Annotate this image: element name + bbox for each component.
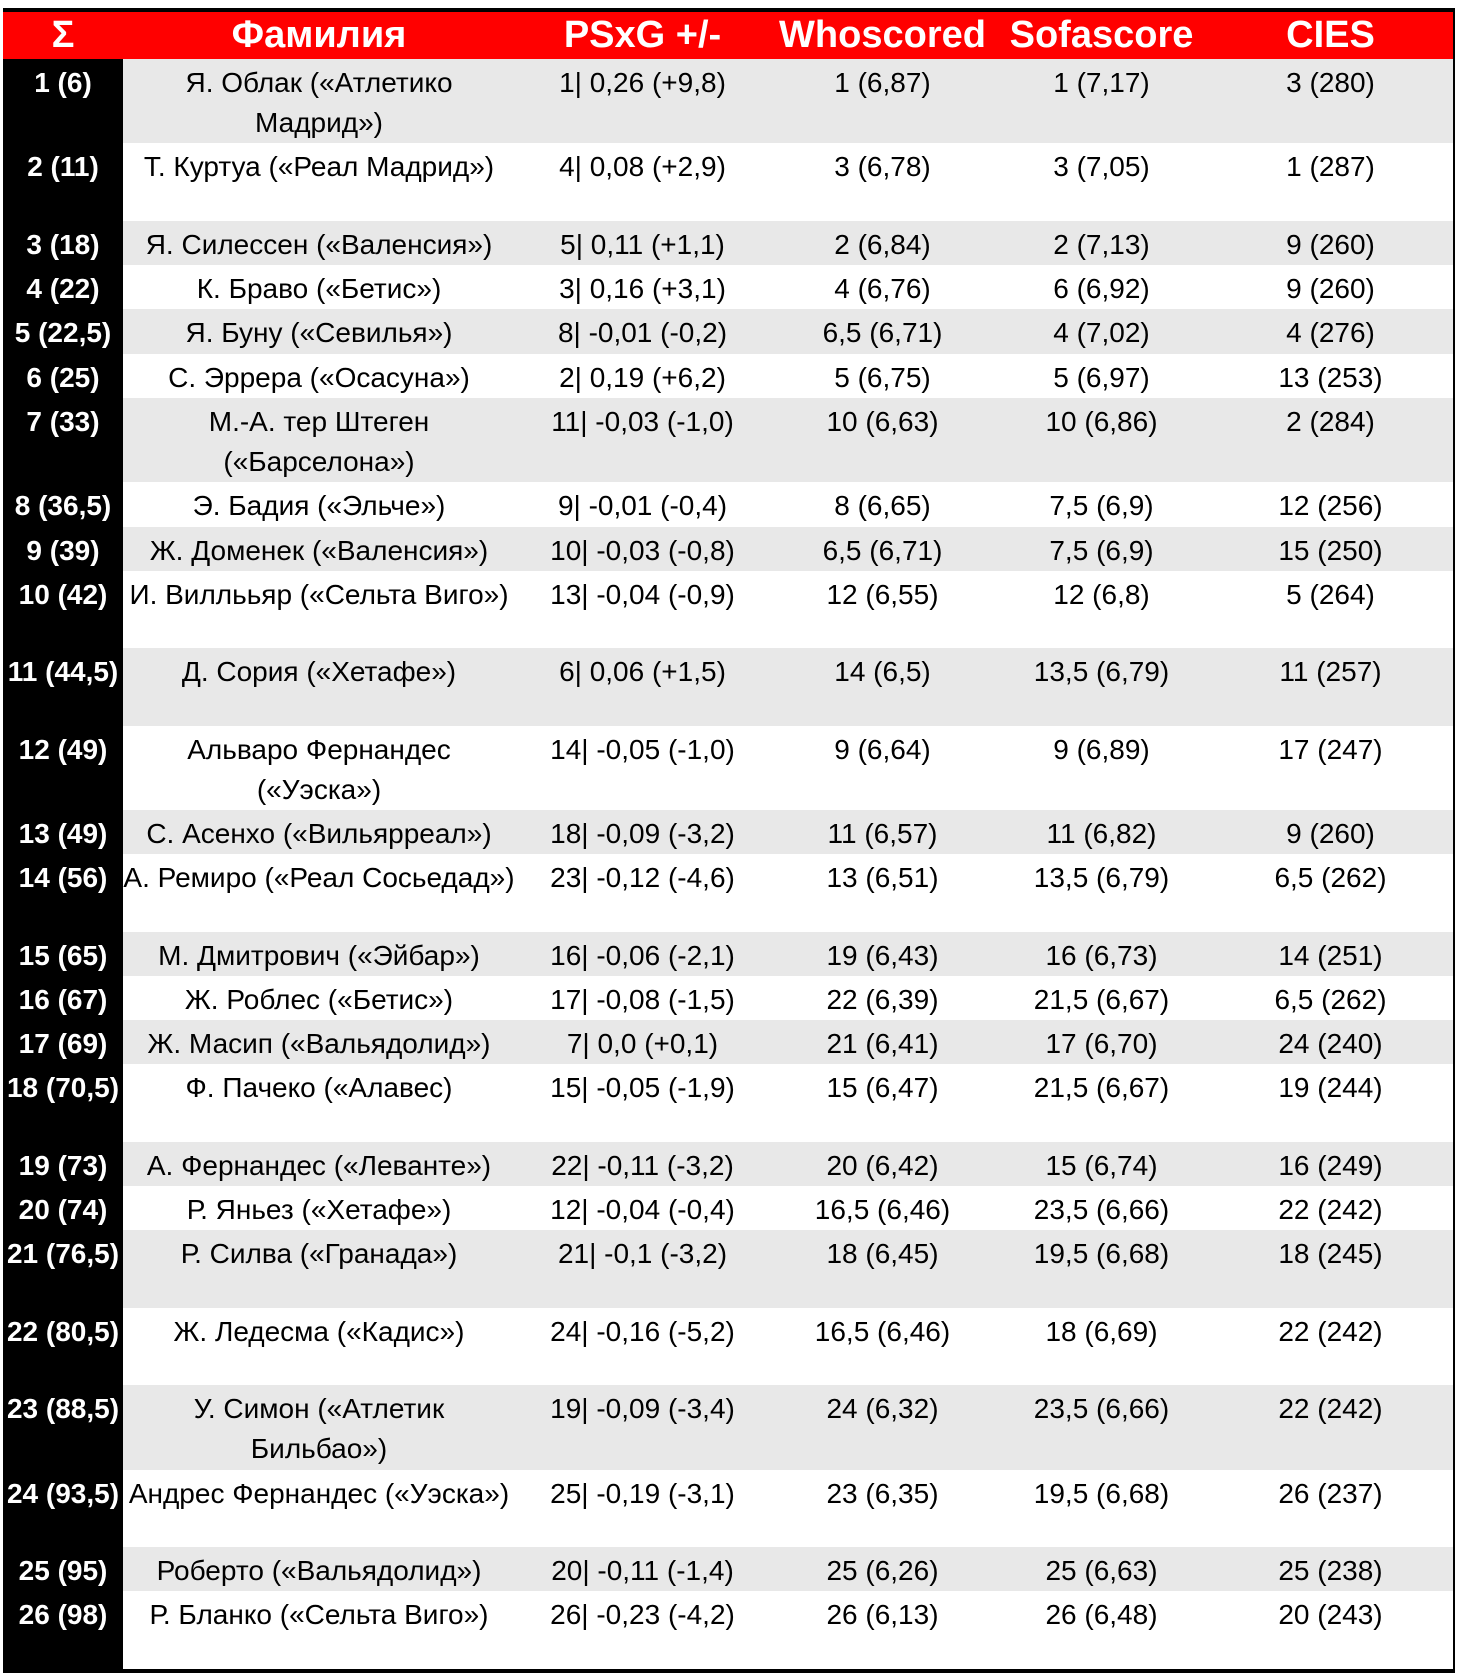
- cell-sofascore: 9 (6,89): [995, 726, 1208, 810]
- header-sofascore: Sofascore: [995, 12, 1208, 59]
- cell-sofascore: 2 (7,13): [995, 221, 1208, 265]
- table-row: [3, 1064, 1453, 1141]
- table-row: [3, 354, 1453, 398]
- table-row: [3, 398, 1453, 482]
- cell-name: И. Виллььяр («Сельта Виго»): [123, 571, 515, 648]
- cell-rank: 9 (39): [3, 527, 123, 571]
- table-row: [3, 1470, 1453, 1547]
- cell-psxg: 3| 0,16 (+3,1): [515, 265, 770, 309]
- cell-sofascore: 5 (6,97): [995, 354, 1208, 398]
- cell-whoscored: 1 (6,87): [770, 59, 995, 143]
- cell-sofascore: 23,5 (6,66): [995, 1186, 1208, 1230]
- cell-whoscored: 2 (6,84): [770, 221, 995, 265]
- cell-rank: 5 (22,5): [3, 309, 123, 353]
- header-name: Фамилия: [123, 12, 515, 59]
- cell-cies: 22 (242): [1208, 1186, 1453, 1230]
- table-row: [3, 932, 1453, 976]
- cell-whoscored: 15 (6,47): [770, 1064, 995, 1141]
- table-row: [3, 1308, 1453, 1385]
- cell-psxg: 4| 0,08 (+2,9): [515, 143, 770, 220]
- cell-name: Д. Сория («Хетафе»): [123, 648, 515, 725]
- cell-psxg: 11| -0,03 (-1,0): [515, 398, 770, 482]
- cell-whoscored: 8 (6,65): [770, 482, 995, 526]
- cell-whoscored: 14 (6,5): [770, 648, 995, 725]
- cell-whoscored: 13 (6,51): [770, 854, 995, 931]
- cell-psxg: 23| -0,12 (-4,6): [515, 854, 770, 931]
- cell-rank: 4 (22): [3, 265, 123, 309]
- cell-cies: 12 (256): [1208, 482, 1453, 526]
- cell-name: Э. Бадия («Эльче»): [123, 482, 515, 526]
- cell-cies: 22 (242): [1208, 1308, 1453, 1385]
- cell-name: Я. Буну («Севилья»): [123, 309, 515, 353]
- cell-sofascore: 19,5 (6,68): [995, 1470, 1208, 1547]
- cell-name: Я. Силессен («Валенсия»): [123, 221, 515, 265]
- cell-name: Альваро Фернандес («Уэска»): [123, 726, 515, 810]
- cell-cies: 16 (249): [1208, 1142, 1453, 1186]
- cell-whoscored: 20 (6,42): [770, 1142, 995, 1186]
- table-row: [3, 1142, 1453, 1186]
- cell-rank: 21 (76,5): [3, 1230, 123, 1307]
- table-row: [3, 854, 1453, 931]
- cell-psxg: 24| -0,16 (-5,2): [515, 1308, 770, 1385]
- cell-whoscored: 18 (6,45): [770, 1230, 995, 1307]
- cell-rank: 12 (49): [3, 726, 123, 810]
- table-row: [3, 726, 1453, 810]
- cell-name: К. Браво («Бетис»): [123, 265, 515, 309]
- cell-psxg: 16| -0,06 (-2,1): [515, 932, 770, 976]
- cell-name: Ж. Доменек («Валенсия»): [123, 527, 515, 571]
- cell-name: У. Симон («Атлетик Бильбао»): [123, 1385, 515, 1469]
- cell-whoscored: 22 (6,39): [770, 976, 995, 1020]
- cell-whoscored: 26 (6,13): [770, 1591, 995, 1669]
- cell-rank: 18 (70,5): [3, 1064, 123, 1141]
- table-row: [3, 976, 1453, 1020]
- table-row: [3, 265, 1453, 309]
- cell-rank: 15 (65): [3, 932, 123, 976]
- table-row: [3, 1385, 1453, 1469]
- cell-whoscored: 9 (6,64): [770, 726, 995, 810]
- cell-rank: 8 (36,5): [3, 482, 123, 526]
- cell-rank: 26 (98): [3, 1591, 123, 1669]
- cell-whoscored: 19 (6,43): [770, 932, 995, 976]
- cell-rank: 23 (88,5): [3, 1385, 123, 1469]
- table-row: [3, 527, 1453, 571]
- cell-name: М. Дмитрович («Эйбар»): [123, 932, 515, 976]
- cell-cies: 24 (240): [1208, 1020, 1453, 1064]
- cell-sofascore: 15 (6,74): [995, 1142, 1208, 1186]
- cell-name: С. Эррера («Осасуна»): [123, 354, 515, 398]
- cell-whoscored: 11 (6,57): [770, 810, 995, 854]
- cell-cies: 1 (287): [1208, 143, 1453, 220]
- cell-whoscored: 25 (6,26): [770, 1547, 995, 1591]
- cell-cies: 19 (244): [1208, 1064, 1453, 1141]
- cell-cies: 25 (238): [1208, 1547, 1453, 1591]
- cell-sofascore: 13,5 (6,79): [995, 648, 1208, 725]
- cell-psxg: 21| -0,1 (-3,2): [515, 1230, 770, 1307]
- cell-whoscored: 23 (6,35): [770, 1470, 995, 1547]
- cell-whoscored: 3 (6,78): [770, 143, 995, 220]
- header-rank: Σ: [3, 12, 123, 59]
- cell-name: С. Асенхо («Вильярреал»): [123, 810, 515, 854]
- header-psxg: PSxG +/-: [515, 12, 770, 59]
- cell-rank: 3 (18): [3, 221, 123, 265]
- cell-psxg: 22| -0,11 (-3,2): [515, 1142, 770, 1186]
- cell-rank: 14 (56): [3, 854, 123, 931]
- cell-sofascore: 21,5 (6,67): [995, 976, 1208, 1020]
- cell-name: Р. Бланко («Сельта Виго»): [123, 1591, 515, 1669]
- cell-cies: 11 (257): [1208, 648, 1453, 725]
- cell-name: Андрес Фернандес («Уэска»): [123, 1470, 515, 1547]
- cell-psxg: 8| -0,01 (-0,2): [515, 309, 770, 353]
- cell-whoscored: 6,5 (6,71): [770, 527, 995, 571]
- cell-sofascore: 11 (6,82): [995, 810, 1208, 854]
- cell-name: А. Ремиро («Реал Сосьедад»): [123, 854, 515, 931]
- cell-rank: 19 (73): [3, 1142, 123, 1186]
- cell-psxg: 15| -0,05 (-1,9): [515, 1064, 770, 1141]
- header-whoscored: Whoscored: [770, 12, 995, 59]
- cell-psxg: 13| -0,04 (-0,9): [515, 571, 770, 648]
- cell-sofascore: 25 (6,63): [995, 1547, 1208, 1591]
- cell-cies: 9 (260): [1208, 810, 1453, 854]
- cell-psxg: 10| -0,03 (-0,8): [515, 527, 770, 571]
- table-row: [3, 810, 1453, 854]
- cell-psxg: 18| -0,09 (-3,2): [515, 810, 770, 854]
- cell-sofascore: 18 (6,69): [995, 1308, 1208, 1385]
- cell-psxg: 20| -0,11 (-1,4): [515, 1547, 770, 1591]
- cell-whoscored: 16,5 (6,46): [770, 1308, 995, 1385]
- cell-rank: 11 (44,5): [3, 648, 123, 725]
- cell-rank: 24 (93,5): [3, 1470, 123, 1547]
- cell-sofascore: 10 (6,86): [995, 398, 1208, 482]
- cell-name: Ж. Ледесма («Кадис»): [123, 1308, 515, 1385]
- cell-sofascore: 4 (7,02): [995, 309, 1208, 353]
- cell-psxg: 5| 0,11 (+1,1): [515, 221, 770, 265]
- cell-cies: 9 (260): [1208, 265, 1453, 309]
- cell-sofascore: 13,5 (6,79): [995, 854, 1208, 931]
- table-row: [3, 59, 1453, 143]
- cell-rank: 6 (25): [3, 354, 123, 398]
- cell-rank: 17 (69): [3, 1020, 123, 1064]
- cell-sofascore: 23,5 (6,66): [995, 1385, 1208, 1469]
- cell-rank: 22 (80,5): [3, 1308, 123, 1385]
- cell-name: М.-А. тер Штеген («Барселона»): [123, 398, 515, 482]
- cell-sofascore: 7,5 (6,9): [995, 527, 1208, 571]
- cell-cies: 14 (251): [1208, 932, 1453, 976]
- cell-rank: 16 (67): [3, 976, 123, 1020]
- cell-psxg: 1| 0,26 (+9,8): [515, 59, 770, 143]
- cell-name: А. Фернандес («Леванте»): [123, 1142, 515, 1186]
- cell-sofascore: 7,5 (6,9): [995, 482, 1208, 526]
- cell-rank: 13 (49): [3, 810, 123, 854]
- cell-cies: 17 (247): [1208, 726, 1453, 810]
- cell-sofascore: 6 (6,92): [995, 265, 1208, 309]
- table-row: [3, 143, 1453, 220]
- cell-psxg: 7| 0,0 (+0,1): [515, 1020, 770, 1064]
- table-row: [3, 482, 1453, 526]
- cell-whoscored: 16,5 (6,46): [770, 1186, 995, 1230]
- cell-sofascore: 3 (7,05): [995, 143, 1208, 220]
- cell-psxg: 17| -0,08 (-1,5): [515, 976, 770, 1020]
- cell-name: Р. Яньез («Хетафе»): [123, 1186, 515, 1230]
- cell-name: Ж. Роблес («Бетис»): [123, 976, 515, 1020]
- cell-cies: 20 (243): [1208, 1591, 1453, 1669]
- cell-rank: 2 (11): [3, 143, 123, 220]
- cell-sofascore: 16 (6,73): [995, 932, 1208, 976]
- cell-psxg: 26| -0,23 (-4,2): [515, 1591, 770, 1669]
- cell-cies: 13 (253): [1208, 354, 1453, 398]
- cell-cies: 6,5 (262): [1208, 854, 1453, 931]
- cell-name: Р. Силва («Гранада»): [123, 1230, 515, 1307]
- cell-cies: 4 (276): [1208, 309, 1453, 353]
- cell-sofascore: 12 (6,8): [995, 571, 1208, 648]
- table-row: [3, 1186, 1453, 1230]
- cell-whoscored: 12 (6,55): [770, 571, 995, 648]
- table-row: [3, 648, 1453, 725]
- header-row: [3, 12, 1453, 59]
- cell-sofascore: 1 (7,17): [995, 59, 1208, 143]
- cell-cies: 18 (245): [1208, 1230, 1453, 1307]
- cell-whoscored: 6,5 (6,71): [770, 309, 995, 353]
- cell-sofascore: 19,5 (6,68): [995, 1230, 1208, 1307]
- cell-sofascore: 21,5 (6,67): [995, 1064, 1208, 1141]
- cell-rank: 25 (95): [3, 1547, 123, 1591]
- cell-cies: 6,5 (262): [1208, 976, 1453, 1020]
- cell-name: Т. Куртуа («Реал Мадрид»): [123, 143, 515, 220]
- header-cies: CIES: [1208, 12, 1453, 59]
- cell-rank: 10 (42): [3, 571, 123, 648]
- cell-whoscored: 4 (6,76): [770, 265, 995, 309]
- cell-whoscored: 21 (6,41): [770, 1020, 995, 1064]
- table-row: [3, 1547, 1453, 1591]
- table-row: [3, 1591, 1453, 1669]
- cell-whoscored: 5 (6,75): [770, 354, 995, 398]
- cell-rank: 1 (6): [3, 59, 123, 143]
- cell-psxg: 19| -0,09 (-3,4): [515, 1385, 770, 1469]
- table-row: [3, 1230, 1453, 1307]
- cell-whoscored: 24 (6,32): [770, 1385, 995, 1469]
- cell-psxg: 12| -0,04 (-0,4): [515, 1186, 770, 1230]
- cell-whoscored: 10 (6,63): [770, 398, 995, 482]
- table-row: [3, 221, 1453, 265]
- cell-name: Я. Облак («Атлетико Мадрид»): [123, 59, 515, 143]
- cell-cies: 5 (264): [1208, 571, 1453, 648]
- cell-psxg: 6| 0,06 (+1,5): [515, 648, 770, 725]
- cell-psxg: 25| -0,19 (-3,1): [515, 1470, 770, 1547]
- cell-rank: 20 (74): [3, 1186, 123, 1230]
- table-row: [3, 309, 1453, 353]
- cell-cies: 22 (242): [1208, 1385, 1453, 1469]
- cell-rank: 7 (33): [3, 398, 123, 482]
- cell-name: Ж. Масип («Вальядолид»): [123, 1020, 515, 1064]
- cell-cies: 2 (284): [1208, 398, 1453, 482]
- cell-psxg: 9| -0,01 (-0,4): [515, 482, 770, 526]
- rating-table-frame: [3, 8, 1455, 1673]
- cell-name: Ф. Пачеко («Алавес): [123, 1064, 515, 1141]
- cell-psxg: 14| -0,05 (-1,0): [515, 726, 770, 810]
- cell-cies: 26 (237): [1208, 1470, 1453, 1547]
- cell-name: Роберто («Вальядолид»): [123, 1547, 515, 1591]
- cell-cies: 15 (250): [1208, 527, 1453, 571]
- cell-sofascore: 17 (6,70): [995, 1020, 1208, 1064]
- goalkeeper-rating-table: [3, 12, 1453, 1669]
- cell-psxg: 2| 0,19 (+6,2): [515, 354, 770, 398]
- table-row: [3, 571, 1453, 648]
- cell-sofascore: 26 (6,48): [995, 1591, 1208, 1669]
- cell-cies: 3 (280): [1208, 59, 1453, 143]
- cell-cies: 9 (260): [1208, 221, 1453, 265]
- table-row: [3, 1020, 1453, 1064]
